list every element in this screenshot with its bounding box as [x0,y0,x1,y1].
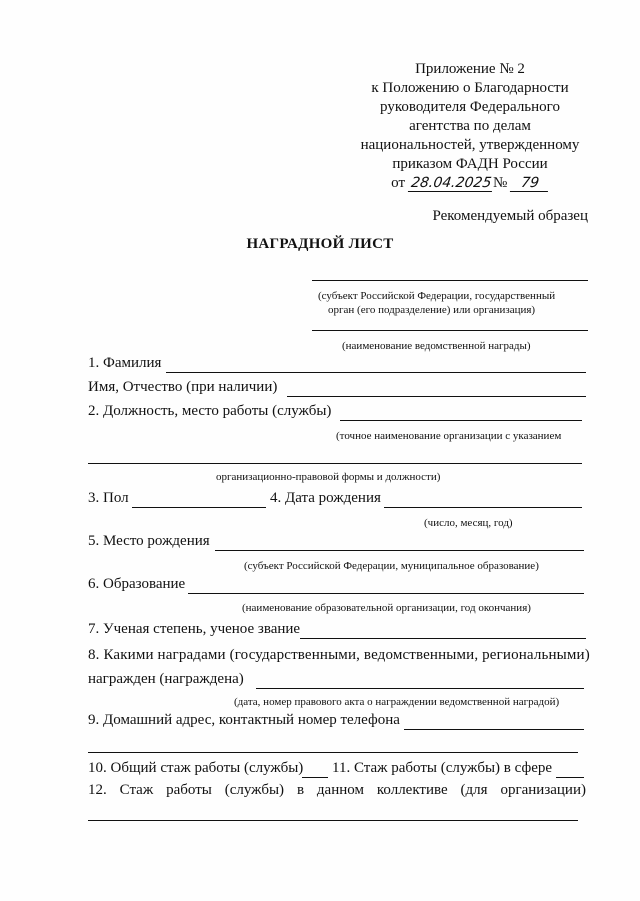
team-exp-word: (службы) [224,782,285,798]
team-exp-word: 12. [88,782,107,798]
field-total-experience-label: 10. Общий стаж работы (службы) [88,760,304,776]
position-input-line-2[interactable] [88,463,582,464]
caption-subject-org-1: (субъект Российской Федерации, государственный [318,290,556,302]
field-birth-date-label: 4. Дата рождения [270,490,381,506]
name-input-line[interactable] [287,396,586,397]
appendix-line-6: приказом ФАДН России [392,156,548,172]
team-exp-word: в [296,782,305,798]
field-team-experience-label [88,782,586,799]
address-input-line-2[interactable] [88,752,578,753]
appendix-line-2: к Положению о Благодарности [371,80,569,96]
education-input-line[interactable] [188,593,584,594]
caption-award-name: (наименование ведомственной награды) [342,340,531,352]
caption-subject-org-2: орган (его подразделение) или организация) [328,304,536,316]
caption-birth-place: (субъект Российской Федерации, муниципальное образование) [244,560,539,572]
field-address-label: 9. Домашний адрес, контактный номер телефона [88,712,400,728]
page-title: НАГРАДНОЙ ЛИСТ [246,236,394,252]
date-prefix: от [391,175,406,191]
team-exp-word: работы [166,782,212,798]
field-sex-label: 3. Пол [88,490,129,506]
birth-date-input-line[interactable] [384,507,582,508]
appendix-header [350,60,590,193]
org-line [312,280,588,281]
field-surname-label: 1. Фамилия [88,355,162,371]
caption-award-act: (дата, номер правового акта о награждении ведомственной наградой) [234,696,560,708]
sample-label: Рекомендуемый образец [432,208,588,224]
field-awards-label-1: 8. Какими наградами (государственными, ведомственными, региональными) [88,647,590,663]
field-position-label: 2. Должность, место работы (службы) [88,403,332,419]
award-name-line [312,330,588,331]
team-exp-word: коллективе [376,782,448,798]
awards-input-line[interactable] [256,688,584,689]
sex-input-line[interactable] [132,507,266,508]
appendix-line-1: Приложение № 2 [415,61,525,77]
caption-education: (наименование образовательной организации, год окончания) [242,602,531,614]
sphere-experience-input-line[interactable] [556,777,584,778]
position-input-line[interactable] [340,420,582,421]
birth-place-input-line[interactable] [215,550,584,551]
handwritten-date: 28.04.2025 [408,176,494,192]
order-date-number [350,174,590,193]
team-exp-word: Стаж [119,782,154,798]
address-input-line[interactable] [404,729,584,730]
field-sphere-experience-label: 11. Стаж работы (службы) в сфере [332,760,553,776]
handwritten-number: 79 [510,176,550,192]
appendix-line-5: национальностей, утвержденному [360,137,580,153]
field-education-label: 6. Образование [88,576,186,592]
field-degree-label: 7. Ученая степень, ученое звание [88,621,301,637]
team-exp-word: организации) [500,782,586,798]
degree-input-line[interactable] [300,638,586,639]
team-exp-word: (для [460,782,488,798]
number-sign: № [492,175,508,191]
field-awards-label-2: награжден (награждена) [88,671,244,687]
appendix-line-3: руководителя Федерального [380,99,560,115]
total-experience-input-line[interactable] [302,777,328,778]
caption-org-exact-1: (точное наименование организации с указанием [336,430,562,442]
field-birth-place-label: 5. Место рождения [88,533,210,549]
caption-birth-date: (число, месяц, год) [424,517,513,529]
caption-org-exact-2: организационно-правовой формы и должности) [216,471,441,483]
field-name-label: Имя, Отчество (при наличии) [88,379,278,395]
team-experience-input-line[interactable] [88,820,578,821]
team-exp-word: данном [316,782,364,798]
surname-input-line[interactable] [166,372,586,373]
appendix-line-4: агентства по делам [409,118,531,134]
